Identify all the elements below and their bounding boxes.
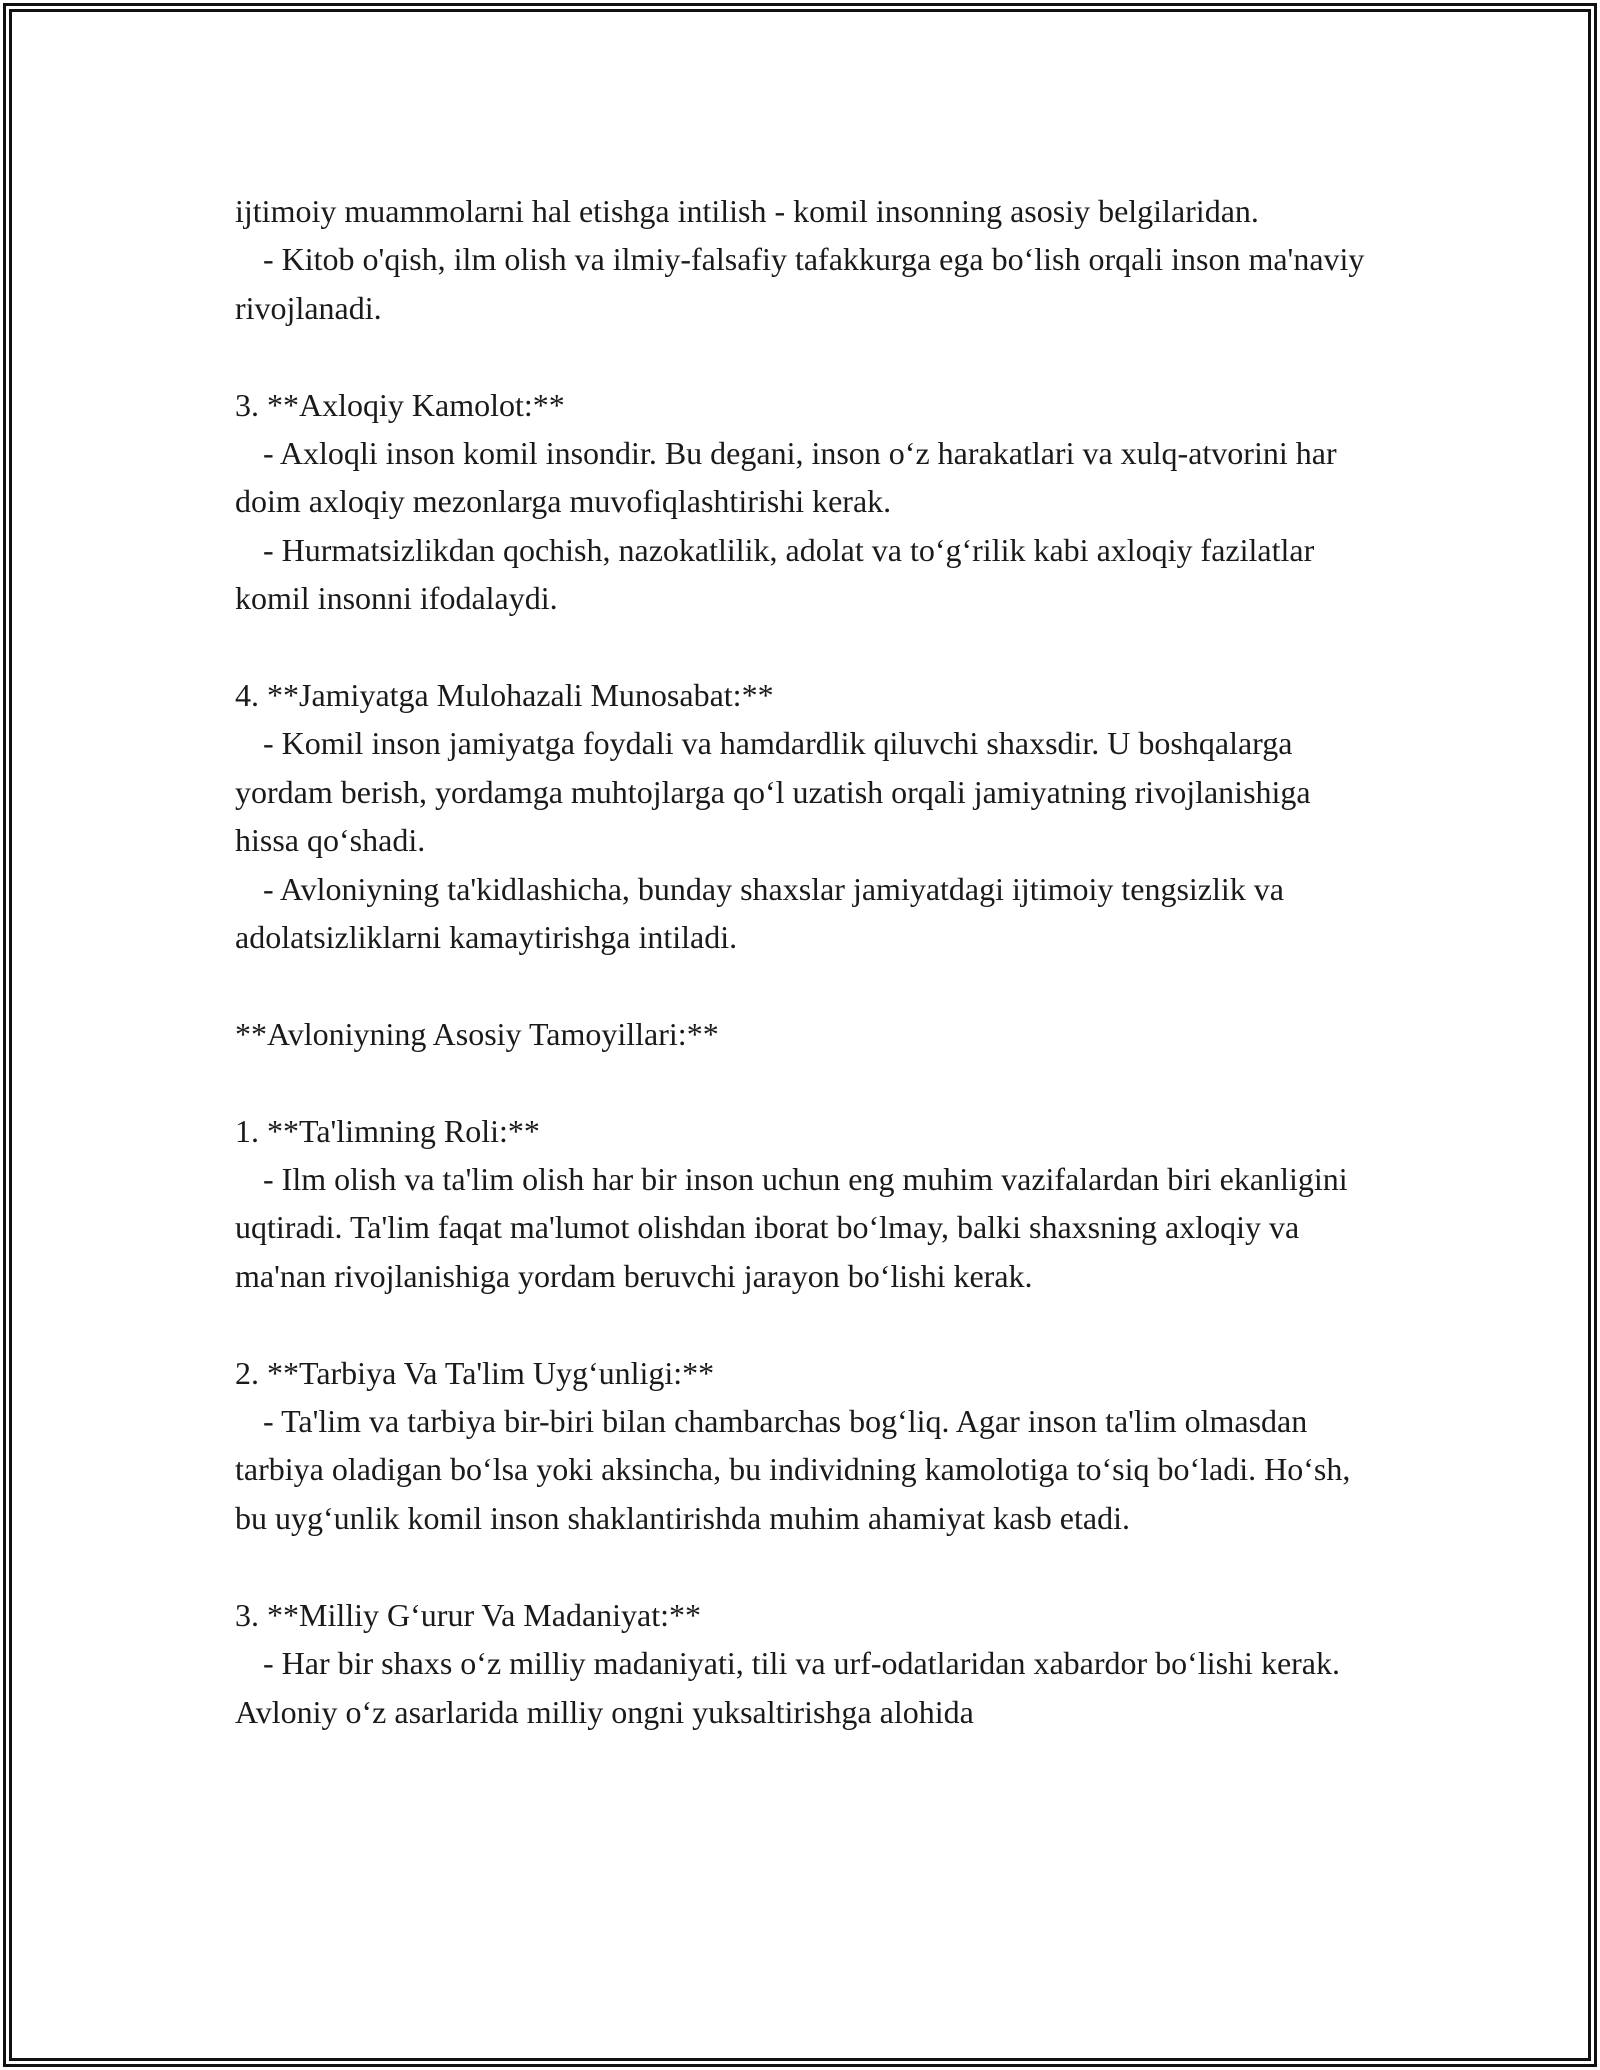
paragraph-gap xyxy=(235,623,1375,671)
section-heading-axloqiy-kamolot: 3. **Axloqiy Kamolot:** xyxy=(235,386,565,423)
list-item-komil-inson-jamiyat: - Komil inson jamiyatga foydali va hamdardlik qiluvchi shaxsdir. U boshqalarga yordam berish, yordamga muhtojlarga qo‘l uzatish orqali jamiyatning rivojlanishiga hissa qo‘shadi. xyxy=(235,725,1311,859)
paragraph-gap xyxy=(235,332,1375,380)
section-heading-tarbiya-talim: 2. **Tarbiya Va Ta'lim Uyg‘unligi:** xyxy=(235,1354,715,1391)
paragraph-gap xyxy=(235,1542,1375,1590)
paragraph-gap xyxy=(235,961,1375,1009)
paragraph-gap xyxy=(235,1058,1375,1106)
list-item-har-bir-shaxs: - Har bir shaxs o‘z milliy madaniyati, tili va urf-odatlaridan xabardor bo‘lishi kerak. Avloniy o‘z asarlarida milliy ongni yuksaltirishga alohida xyxy=(235,1645,1340,1730)
section-heading-talimning-roli: 1. **Ta'limning Roli:** xyxy=(235,1112,540,1149)
paragraph-gap xyxy=(235,1300,1375,1348)
paragraph-intro-continuation: ijtimoiy muammolarni hal etishga intilish - komil insonning asosiy belgilaridan. xyxy=(235,193,1259,229)
list-item-axloqli-inson: - Axloqli inson komil insondir. Bu degani, inson o‘z harakatlari va xulq-atvorini har doim axloqiy mezonlarga muvofiqlashtirishi kerak. xyxy=(235,435,1337,520)
list-item-reading-knowledge: - Kitob o'qish, ilm olish va ilmiy-falsafiy tafakkurga ega bo‘lish orqali inson ma'naviy rivojlanadi. xyxy=(235,241,1365,326)
document-body xyxy=(235,187,1375,1736)
list-item-avloniy-takidlashicha: - Avloniyning ta'kidlashicha, bunday shaxslar jamiyatdagi ijtimoiy tengsizlik va adolatsizliklarni kamaytirishga intiladi. xyxy=(235,870,1284,956)
section-heading-asosiy-tamoyillari: **Avloniyning Asosiy Tamoyillari:** xyxy=(235,1015,719,1052)
list-item-talim-tarbiya: - Ta'lim va tarbiya bir-biri bilan chambarchas bog‘liq. Agar inson ta'lim olmasdan tarbiya oladigan bo‘lsa yoki aksincha, bu individning kamolotiga to‘siq bo‘ladi. Ho‘sh, bu uyg‘unlik komil inson shaklantirishda muhim ahamiyat kasb etadi. xyxy=(235,1403,1351,1536)
section-heading-jamiyatga: 4. **Jamiyatga Mulohazali Munosabat:** xyxy=(235,677,774,714)
list-item-ilm-olish: - Ilm olish va ta'lim olish har bir inson uchun eng muhim vazifalardan biri ekanligini uqtiradi. Ta'lim faqat ma'lumot olishdan iborat bo‘lmay, balki shaxsning axloqiy va ma'nan rivojlanishiga yordam beruvchi jarayon bo‘lishi kerak. xyxy=(235,1161,1348,1294)
list-item-hurmatsizlik: - Hurmatsizlikdan qochish, nazokatlilik, adolat va to‘g‘rilik kabi axloqiy fazilatlar komil insonni ifodalaydi. xyxy=(235,531,1315,617)
section-heading-milliy-gurur: 3. **Milliy G‘urur Va Madaniyat:** xyxy=(235,1596,702,1633)
